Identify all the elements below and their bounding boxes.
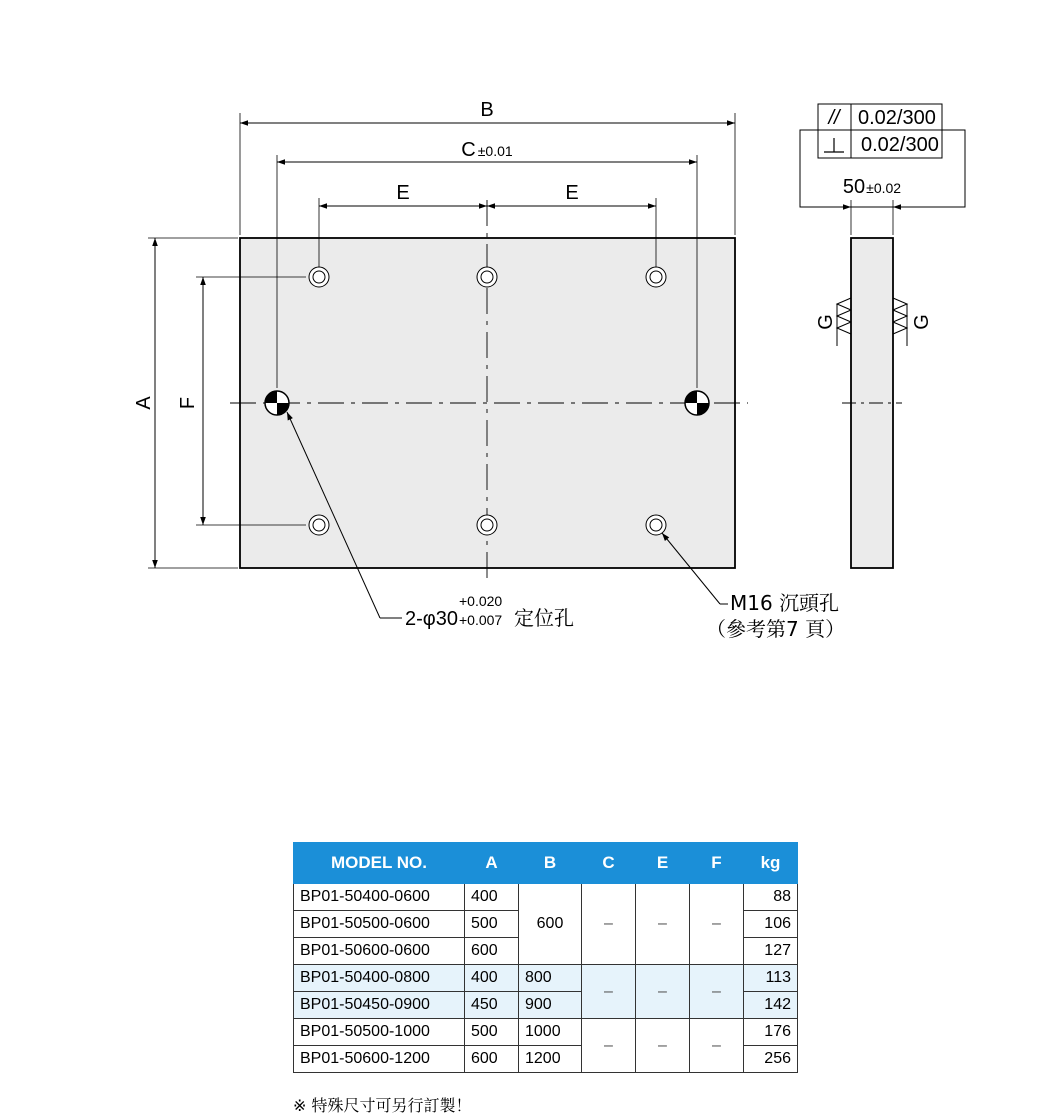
cell-kg: 113: [744, 965, 798, 992]
cell-c: –: [582, 1019, 636, 1073]
spec-table: [293, 842, 798, 1073]
dowel-hole-right: [685, 391, 709, 415]
cell-model: BP01-50500-0600: [294, 911, 465, 938]
parallelism-value: 0.02/300: [858, 107, 936, 129]
cell-kg: 256: [744, 1046, 798, 1073]
col-f: F: [690, 843, 744, 884]
cell-kg: 142: [744, 992, 798, 1019]
col-e: E: [636, 843, 690, 884]
cell-b: 900: [519, 992, 582, 1019]
dowel-tol-lower: +0.007: [459, 612, 503, 628]
col-kg: kg: [744, 843, 798, 884]
cell-a: 450: [465, 992, 519, 1019]
cell-f: –: [690, 965, 744, 1019]
table-row: [294, 1019, 798, 1046]
dim-label-A: A: [133, 396, 155, 410]
cell-c: –: [582, 965, 636, 1019]
dim-label-B: B: [480, 99, 494, 121]
cell-b: 600: [519, 884, 582, 965]
thickness-label: 50±0.02: [842, 176, 902, 198]
surface-finish-right-label: G: [911, 314, 933, 330]
dim-label-E-left: E: [396, 182, 410, 204]
cell-model: BP01-50600-0600: [294, 938, 465, 965]
cell-e: –: [636, 1019, 690, 1073]
counterbore-ref: （參考第7 頁）: [706, 617, 846, 641]
dim-label-F: F: [177, 396, 199, 410]
cell-f: –: [690, 884, 744, 965]
cell-b: 800: [519, 965, 582, 992]
cell-a: 500: [465, 911, 519, 938]
footnote: ※ 特殊尺寸可另行訂製！: [293, 1096, 472, 1115]
cell-a: 400: [465, 884, 519, 911]
cell-kg: 127: [744, 938, 798, 965]
col-model: MODEL NO.: [294, 843, 465, 884]
perpendicularity-icon: [824, 138, 844, 152]
cell-model: BP01-50400-0600: [294, 884, 465, 911]
cell-a: 500: [465, 1019, 519, 1046]
thickness-dimension: [820, 200, 924, 235]
perpendicularity-value: 0.02/300: [861, 134, 939, 156]
cell-model: BP01-50500-1000: [294, 1019, 465, 1046]
table-row: [294, 884, 798, 911]
counterbore-callout: M16 沉頭孔: [730, 591, 840, 615]
cell-b: 1200: [519, 1046, 582, 1073]
cell-a: 600: [465, 938, 519, 965]
cell-a: 400: [465, 965, 519, 992]
dowel-callout-suffix: 定位孔: [514, 606, 574, 630]
cell-e: –: [636, 884, 690, 965]
dowel-callout: 2-φ30: [405, 608, 458, 630]
col-a: A: [465, 843, 519, 884]
col-c: C: [582, 843, 636, 884]
cell-model: BP01-50400-0800: [294, 965, 465, 992]
cell-model: BP01-50600-1200: [294, 1046, 465, 1073]
cell-e: –: [636, 965, 690, 1019]
cell-a: 600: [465, 1046, 519, 1073]
cell-c: –: [582, 884, 636, 965]
cell-b: 1000: [519, 1019, 582, 1046]
surface-finish-left-icon: [837, 298, 851, 346]
surface-finish-right-icon: [893, 298, 907, 346]
dim-label-C: C ±0.01: [461, 139, 513, 161]
dowel-tol-upper: +0.020: [459, 593, 503, 609]
cell-kg: 176: [744, 1019, 798, 1046]
dim-label-E-right: E: [565, 182, 579, 204]
cell-f: –: [690, 1019, 744, 1073]
dowel-hole-left: [265, 391, 289, 415]
cell-kg: 106: [744, 911, 798, 938]
cell-model: BP01-50450-0900: [294, 992, 465, 1019]
table-header-row: [294, 843, 798, 884]
surface-finish-left-label: G: [815, 314, 837, 330]
cell-kg: 88: [744, 884, 798, 911]
table-row: [294, 965, 798, 992]
col-b: B: [519, 843, 582, 884]
parallelism-icon: //: [828, 107, 840, 129]
